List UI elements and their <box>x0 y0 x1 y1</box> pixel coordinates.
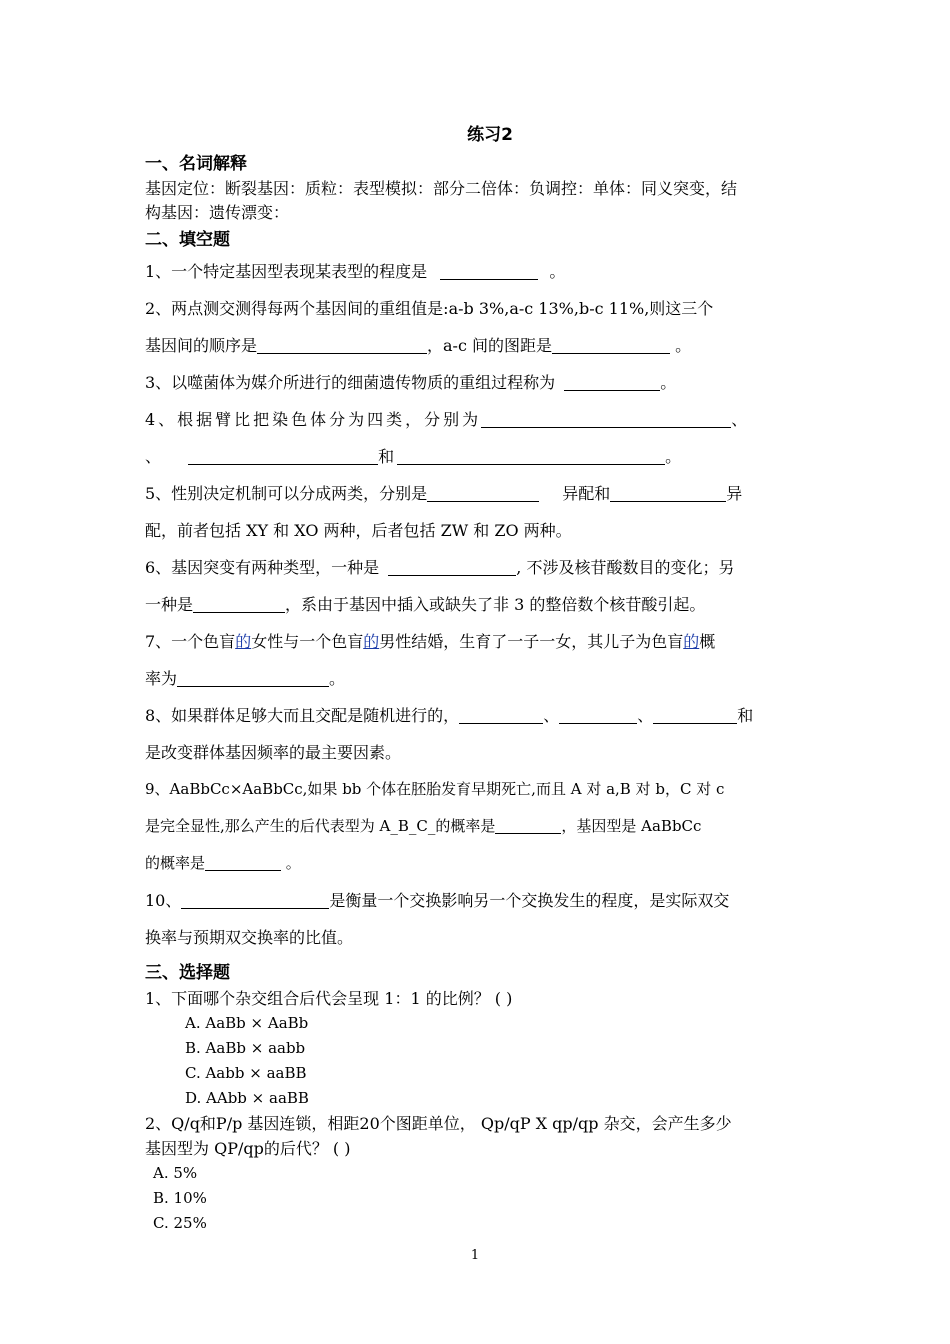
answer-blank[interactable] <box>181 890 329 909</box>
section-heading-fill: 二、填空题 <box>145 230 230 250</box>
question-text: , 不涉及核苷酸数目的变化；另 <box>516 558 735 577</box>
question-text: 一种是 <box>145 595 194 614</box>
question-text: 6、基因突变有两种类型，一种是 <box>145 558 380 577</box>
terms-line-2: 构基因：遗传漂变： <box>145 203 290 222</box>
question-text: 是完全显性,那么产生的后代表型为 A_B_C_的概率是 <box>145 817 496 835</box>
page-number: 1 <box>470 1248 480 1263</box>
question-text: 基因型为 QP/qp的后代？ ( ) <box>145 1139 351 1158</box>
terms-text <box>145 177 815 225</box>
question-text: 、 <box>145 447 165 466</box>
fill-question-6 <box>145 549 815 623</box>
question-text: 、 <box>543 706 560 725</box>
answer-blank[interactable] <box>610 483 726 502</box>
question-text: 女性与一个色盲 <box>251 632 364 651</box>
question-text: 4、根据臂比把染色体分为四类，分别为 <box>145 410 482 429</box>
answer-blank[interactable] <box>552 335 670 354</box>
answer-blank[interactable] <box>205 852 281 871</box>
choice-question-1: 1、下面哪个杂交组合后代会呈现 1：1 的比例？ ( ) <box>145 989 513 1008</box>
fill-question-7 <box>145 623 815 697</box>
choice-option[interactable]: B. 10% <box>153 1189 207 1207</box>
fill-question-2 <box>145 290 815 364</box>
choice-option[interactable]: B. AaBb × aabb <box>185 1039 306 1057</box>
answer-blank[interactable] <box>188 446 378 465</box>
question-text: 。 <box>549 262 566 281</box>
question-text: ，a-c 间的图距是 <box>427 336 553 355</box>
answer-blank[interactable] <box>495 815 561 834</box>
question-text: 8、如果群体足够大而且交配是随机进行的， <box>145 706 460 725</box>
fill-question-9 <box>145 771 815 882</box>
question-text: 5、性别决定机制可以分成两类，分别是 <box>145 484 428 503</box>
answer-blank[interactable] <box>653 705 737 724</box>
question-text: 换率与预期双交换率的比值。 <box>145 928 354 947</box>
fill-question-5 <box>145 475 815 549</box>
question-text: 。 <box>329 669 346 688</box>
fill-question-1 <box>145 253 815 290</box>
answer-blank[interactable] <box>481 409 731 428</box>
page-title: 练习2 <box>467 125 513 145</box>
document-page <box>145 120 815 1236</box>
section-heading-choice: 三、选择题 <box>145 963 230 983</box>
question-text: 异 <box>726 484 743 503</box>
choice-option[interactable]: D. AAbb × aaBB <box>185 1089 309 1107</box>
choice-question-2 <box>145 1111 815 1161</box>
fill-question-10 <box>145 882 815 956</box>
question-text: 2、两点测交测得每两个基因间的重组值是:a-b 3%,a-c 13%,b-c 11%,则这三个 <box>145 299 714 318</box>
terms-line-1: 基因定位：断裂基因：质粒：表型模拟：部分二倍体：负调控：单体：同义突变，结 <box>145 179 738 198</box>
question-text: 异配和 <box>562 484 611 503</box>
question-text: 7、一个色盲 <box>145 632 236 651</box>
question-text: ，基因型是 AaBbCc <box>561 817 702 835</box>
question-text: 10、 <box>145 891 182 910</box>
fill-question-8 <box>145 697 815 771</box>
question-text: 的概率是 <box>145 854 206 872</box>
question-text: 。 <box>675 336 692 355</box>
question-text: 2、Q/q和P/p 基因连锁，相距20个图距单位， Qp/qP X qp/qp 杂交，会产生多少 <box>145 1114 732 1133</box>
fill-question-4 <box>145 401 815 475</box>
hyperlink[interactable]: 的 <box>683 632 700 651</box>
question-text: 和 <box>737 706 754 725</box>
answer-blank[interactable] <box>459 705 543 724</box>
answer-blank[interactable] <box>427 483 539 502</box>
question-text: 、 <box>637 706 654 725</box>
answer-blank[interactable] <box>193 594 285 613</box>
question-text: 。 <box>665 447 685 466</box>
question-text: 、 <box>731 410 751 429</box>
choice-option[interactable]: A. AaBb × AaBb <box>185 1014 309 1032</box>
answer-blank[interactable] <box>177 668 329 687</box>
question-text: 3、以噬菌体为媒介所进行的细菌遗传物质的重组过程称为 <box>145 373 556 392</box>
choice-option[interactable]: C. 25% <box>153 1214 207 1232</box>
question-text: 和 <box>378 447 398 466</box>
question-text: 。 <box>285 854 301 872</box>
answer-blank[interactable] <box>397 446 665 465</box>
question-text: ，系由于基因中插入或缺失了非 3 的整倍数个核苷酸引起。 <box>285 595 706 614</box>
answer-blank[interactable] <box>257 335 427 354</box>
answer-blank[interactable] <box>559 705 637 724</box>
hyperlink[interactable]: 的 <box>235 632 252 651</box>
question-text: 基因间的顺序是 <box>145 336 258 355</box>
answer-blank[interactable] <box>388 557 516 576</box>
question-text: 。 <box>660 373 677 392</box>
hyperlink[interactable]: 的 <box>363 632 380 651</box>
question-text: 是衡量一个交换影响另一个交换发生的程度，是实际双交 <box>329 891 730 910</box>
question-text: 率为 <box>145 669 178 688</box>
question-text: 配，前者包括 XY 和 XO 两种，后者包括 ZW 和 ZO 两种。 <box>145 521 572 540</box>
answer-blank[interactable] <box>440 261 538 280</box>
question-text: 概 <box>699 632 716 651</box>
question-text: 男性结婚，生育了一子一女，其儿子为色盲 <box>379 632 684 651</box>
fill-question-3 <box>145 364 815 401</box>
question-text: 是改变群体基因频率的最主要因素。 <box>145 743 402 762</box>
section-heading-terms: 一、名词解释 <box>145 154 247 174</box>
choice-option[interactable]: A. 5% <box>153 1164 198 1182</box>
answer-blank[interactable] <box>564 372 660 391</box>
question-text: 9、AaBbCc×AaBbCc,如果 bb 个体在胚胎发育早期死亡,而且 A 对 a,B 对 b，C 对 c <box>145 780 725 798</box>
question-text: 1、一个特定基因型表现某表型的程度是 <box>145 262 428 281</box>
choice-option[interactable]: C. Aabb × aaBB <box>185 1064 307 1082</box>
